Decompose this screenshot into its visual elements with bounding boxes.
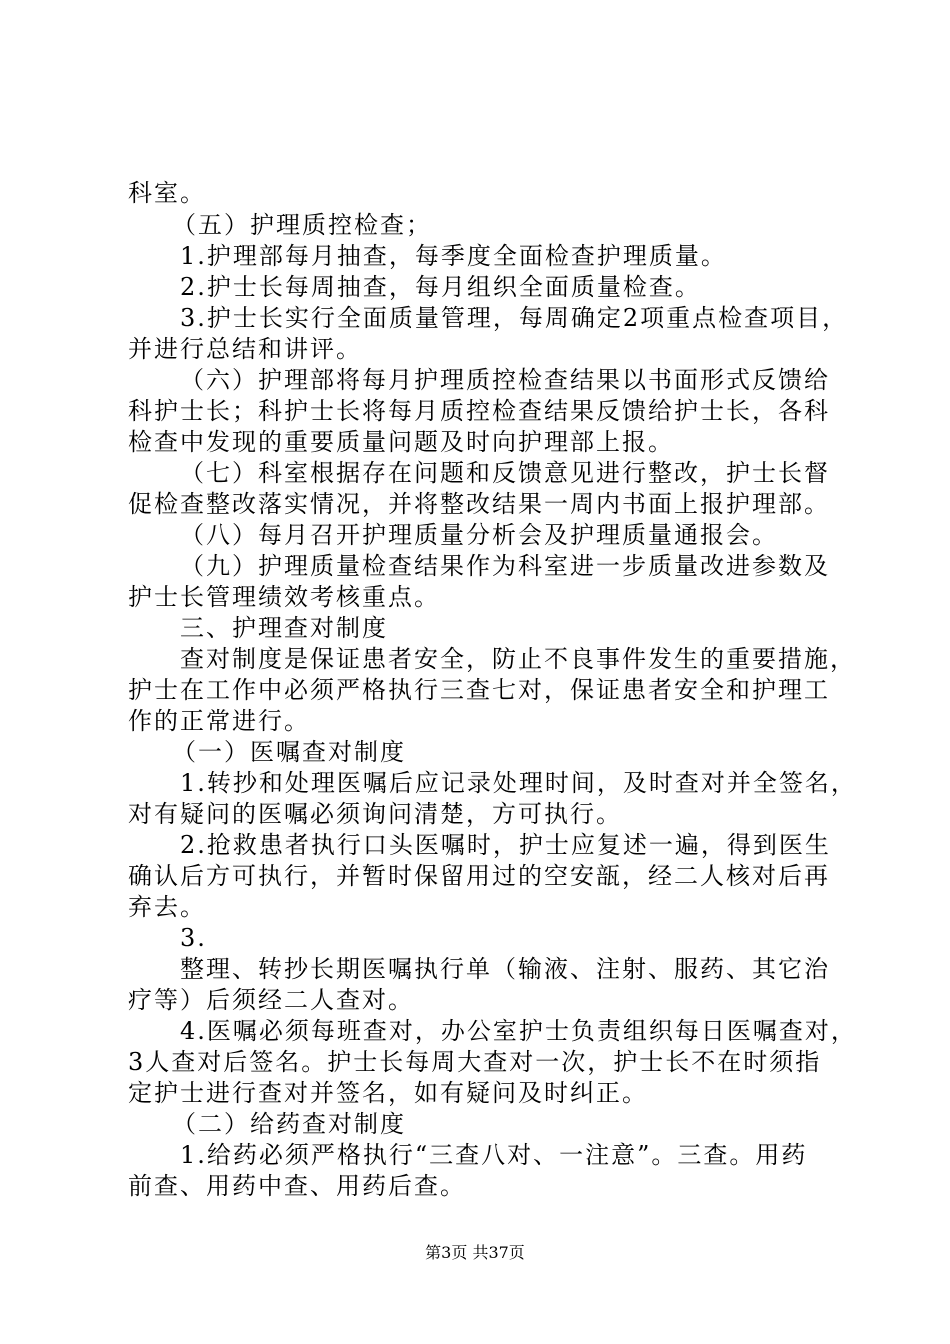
text-line: 3人查对后签名。护士长每周大查对一次，护士长不在时须指: [128, 1048, 822, 1076]
text-line: 4.医嘱必须每班查对，办公室护士负责组织每日医嘱查对，: [180, 1017, 857, 1045]
text-line: 并进行总结和讲评。: [128, 335, 362, 363]
text-line: 作的正常进行。: [128, 707, 310, 735]
text-line: 科室。: [128, 179, 206, 207]
text-line: 确认后方可执行，并暂时保留用过的空安瓿，经二人核对后再: [128, 862, 830, 890]
section-heading: （五）护理质控检查；: [172, 211, 432, 239]
text-line: 促检查整改落实情况，并将整改结果一周内书面上报护理部。: [128, 490, 830, 518]
text-line: 2.抢救患者执行口头医嘱时，护士应复述一遍，得到医生: [180, 831, 831, 859]
text-line: 定护士进行查对并签名，如有疑问及时纠正。: [128, 1079, 648, 1107]
text-line: 3.护士长实行全面质量管理，每周确定2项重点检查项目，: [180, 304, 849, 332]
text-line: 护士长管理绩效考核重点。: [128, 583, 440, 611]
text-line: 1.护理部每月抽查，每季度全面检查护理质量。: [180, 242, 727, 270]
text-line: 3.: [180, 924, 207, 952]
text-line: 疗等）后须经二人查对。: [128, 986, 414, 1014]
page-footer: [0, 1243, 950, 1263]
text-line: （九）护理质量检查结果作为科室进一步质量改进参数及: [180, 552, 830, 580]
text-line: （七）科室根据存在问题和反馈意见进行整改，护士长督: [180, 459, 830, 487]
text-line: 1.给药必须严格执行“三查八对、一注意”。三查。用药: [180, 1141, 808, 1169]
text-line: 弃去。: [128, 893, 206, 921]
text-line: 查对制度是保证患者安全，防止不良事件发生的重要措施，: [180, 645, 856, 673]
text-line: 整理、转抄长期医嘱执行单（输液、注射、服药、其它治: [180, 955, 830, 983]
section-heading: （二）给药查对制度: [172, 1110, 406, 1138]
text-line: 检查中发现的重要质量问题及时向护理部上报。: [128, 428, 674, 456]
text-line: （六）护理部将每月护理质控检查结果以书面形式反馈给: [180, 366, 830, 394]
text-line: 科护士长；科护士长将每月质控检查结果反馈给护士长，各科: [128, 397, 830, 425]
page-number-label: 第3页 共37页: [425, 1243, 525, 1262]
section-heading: 三、护理查对制度: [180, 614, 388, 642]
text-line: 护士在工作中必须严格执行三查七对，保证患者安全和护理工: [128, 676, 830, 704]
text-line: 2.护士长每周抽查，每月组织全面质量检查。: [180, 273, 701, 301]
text-line: 1.转抄和处理医嘱后应记录处理时间，及时查对并全签名，: [180, 769, 857, 797]
text-line: 前查、用药中查、用药后查。: [128, 1172, 466, 1200]
section-heading: （一）医嘱查对制度: [172, 738, 406, 766]
text-line: 对有疑问的医嘱必须询问清楚，方可执行。: [128, 800, 622, 828]
text-line: （八）每月召开护理质量分析会及护理质量通报会。: [180, 521, 778, 549]
